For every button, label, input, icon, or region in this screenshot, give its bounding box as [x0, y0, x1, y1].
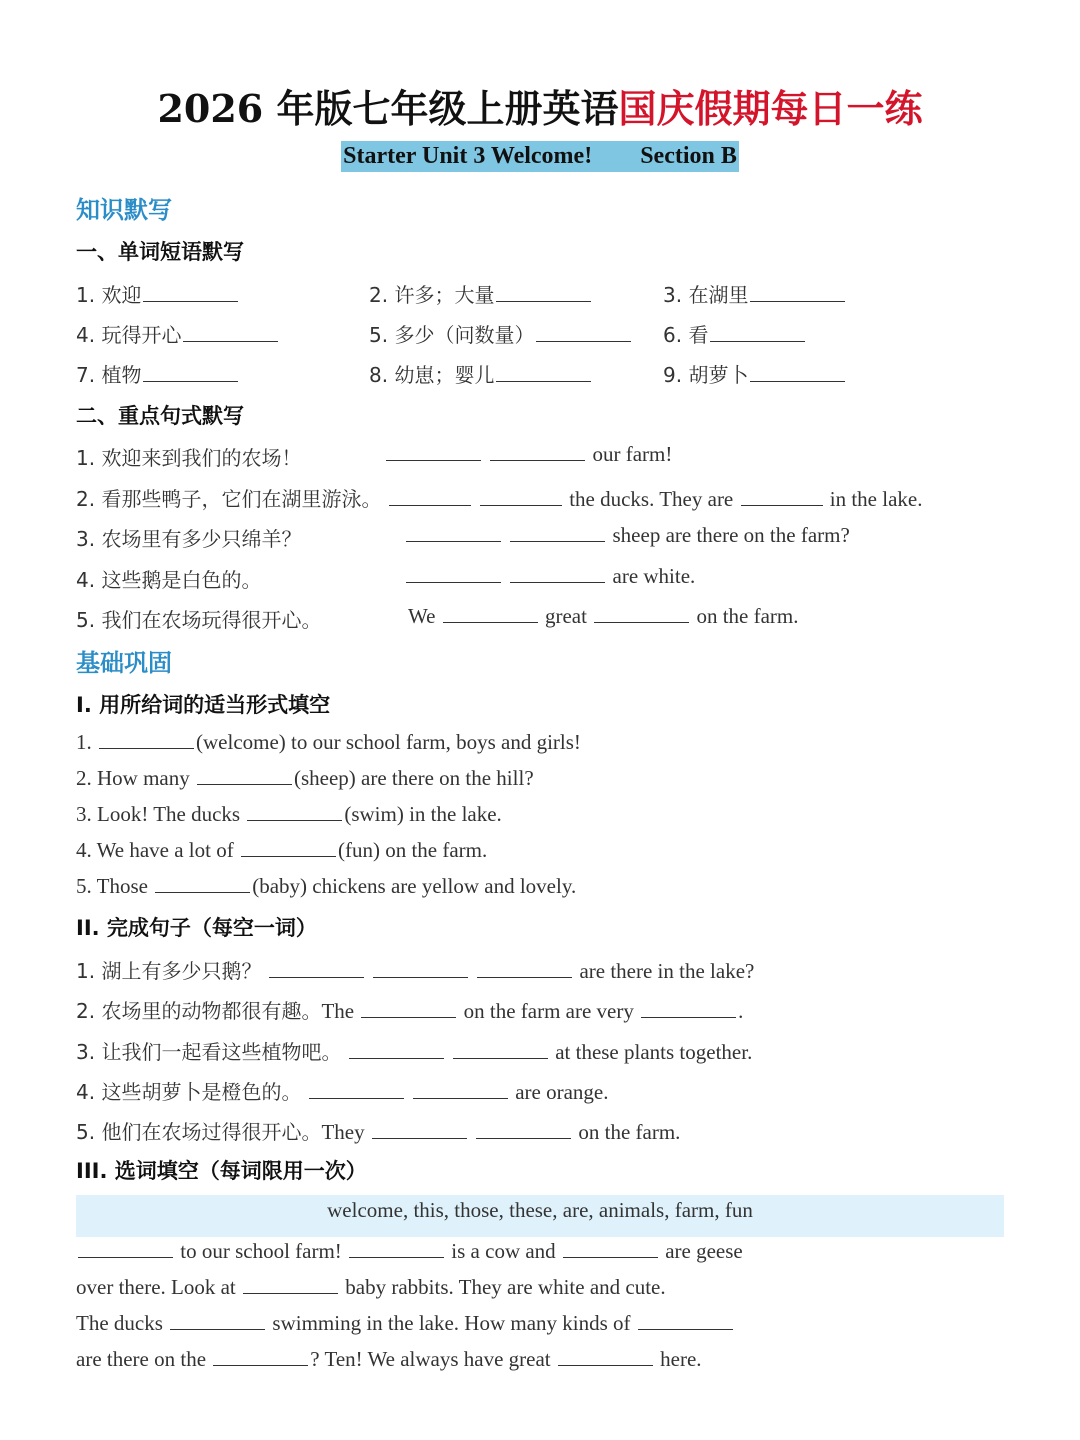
vocab-item: 3. 在湖里 — [663, 279, 847, 308]
vocab-item: 9. 胡萝卜 — [663, 359, 847, 388]
answer-blank[interactable] — [477, 959, 572, 978]
exercise-i-item: 2. How many (sheep) are there on the hill? — [76, 766, 534, 790]
vocab-item: 4. 玩得开心 — [76, 319, 280, 348]
answer-blank[interactable] — [349, 1040, 444, 1059]
answer-blank[interactable] — [741, 487, 823, 506]
subtitle-section: Section B — [640, 143, 737, 169]
answer-blank[interactable] — [453, 1040, 548, 1059]
passage-line: over there. Look at baby rabbits. They are white and cute. — [76, 1275, 666, 1299]
exercise-i-item: 5. Those (baby) chickens are yellow and lovely. — [76, 874, 577, 898]
sentence-item: 4. 这些鹅是白色的。 — [76, 568, 262, 592]
answer-blank[interactable] — [476, 1120, 571, 1139]
answer-blank[interactable] — [170, 1311, 265, 1330]
answer-blank[interactable] — [563, 1239, 658, 1258]
answer-blank[interactable] — [496, 283, 591, 302]
answer-blank[interactable] — [361, 999, 456, 1018]
sentence-answer: sheep are there on the farm? — [404, 523, 850, 548]
passage-line: The ducks swimming in the lake. How many kinds of — [76, 1311, 735, 1336]
sentence-heading: 二、重点句式默写 — [76, 404, 244, 428]
exercise-ii-item: 4. 这些胡萝卜是橙色的。 are orange. — [76, 1080, 609, 1104]
answer-blank[interactable] — [510, 564, 605, 583]
exercise-ii-item: 2. 农场里的动物都很有趣。The on the farm are very . — [76, 999, 744, 1023]
answer-blank[interactable] — [490, 442, 585, 461]
answer-blank[interactable] — [638, 1311, 733, 1330]
title-black: 2026 年版七年级上册英语 — [157, 86, 619, 131]
answer-blank[interactable] — [641, 999, 736, 1018]
subtitle-bar — [0, 141, 1080, 172]
exercise-i-item: 3. Look! The ducks (swim) in the lake. — [76, 802, 502, 826]
sentence-item: 3. 农场里有多少只绵羊？ — [76, 527, 302, 551]
answer-blank[interactable] — [750, 283, 845, 302]
answer-blank[interactable] — [241, 838, 336, 857]
answer-blank[interactable] — [247, 802, 342, 821]
answer-blank[interactable] — [594, 604, 689, 623]
answer-blank[interactable] — [406, 564, 501, 583]
vocab-item: 8. 幼崽；婴儿 — [369, 359, 593, 388]
sentence-answer: We great on the farm. — [408, 604, 799, 628]
answer-blank[interactable] — [480, 487, 562, 506]
passage-line: to our school farm! is a cow and are geese — [76, 1239, 743, 1264]
answer-blank[interactable] — [372, 1120, 467, 1139]
answer-blank[interactable] — [197, 766, 292, 785]
exercise-i-item: 4. We have a lot of (fun) on the farm. — [76, 838, 488, 862]
subtitle — [341, 141, 739, 172]
answer-blank[interactable] — [389, 487, 471, 506]
section-heading-knowledge: 知识默写 — [76, 196, 172, 224]
answer-blank[interactable] — [710, 323, 805, 342]
exercise-ii-heading: II. 完成句子（每空一词） — [76, 916, 317, 940]
sentence-item: 5. 我们在农场玩得很开心。 — [76, 608, 322, 632]
sentence-item: 2. 看那些鸭子，它们在湖里游泳。 the ducks. They are in the lake. — [76, 487, 923, 511]
title-red: 国庆假期每日一练 — [618, 86, 923, 131]
vocab-item: 1. 欢迎 — [76, 279, 240, 308]
page-title — [0, 78, 1080, 133]
subtitle-unit: Starter Unit 3 Welcome! — [343, 143, 593, 169]
answer-blank[interactable] — [536, 323, 631, 342]
vocab-heading: 一、单词短语默写 — [76, 240, 244, 264]
answer-blank[interactable] — [750, 363, 845, 382]
answer-blank[interactable] — [406, 523, 501, 542]
answer-blank[interactable] — [309, 1080, 404, 1099]
exercise-iii-heading: III. 选词填空（每词限用一次） — [76, 1159, 367, 1183]
answer-blank[interactable] — [510, 523, 605, 542]
answer-blank[interactable] — [213, 1347, 308, 1366]
answer-blank[interactable] — [349, 1239, 444, 1258]
sentence-answer: are white. — [404, 564, 695, 589]
vocab-item: 5. 多少（问数量） — [369, 319, 633, 348]
answer-blank[interactable] — [78, 1239, 173, 1258]
vocab-item: 2. 许多；大量 — [369, 279, 593, 308]
sentence-item: 1. 欢迎来到我们的农场！ — [76, 446, 302, 470]
answer-blank[interactable] — [243, 1275, 338, 1294]
answer-blank[interactable] — [558, 1347, 653, 1366]
answer-blank[interactable] — [496, 363, 591, 382]
answer-blank[interactable] — [99, 730, 194, 749]
exercise-ii-item: 1. 湖上有多少只鹅？ are there in the lake? — [76, 959, 755, 983]
answer-blank[interactable] — [183, 323, 278, 342]
answer-blank[interactable] — [155, 874, 250, 893]
word-bank: welcome, this, those, these, are, animals, farm, fun — [76, 1195, 1004, 1237]
answer-blank[interactable] — [143, 363, 238, 382]
exercise-ii-item: 3. 让我们一起看这些植物吧。 at these plants together. — [76, 1040, 753, 1064]
answer-blank[interactable] — [269, 959, 364, 978]
answer-blank[interactable] — [373, 959, 468, 978]
sentence-answer: our farm! — [384, 442, 672, 467]
vocab-item: 6. 看 — [663, 319, 807, 348]
answer-blank[interactable] — [443, 604, 538, 623]
section-heading-basics: 基础巩固 — [76, 649, 172, 677]
exercise-ii-item: 5. 他们在农场过得很开心。They on the farm. — [76, 1120, 681, 1144]
exercise-i-item: 1. (welcome) to our school farm, boys and girls! — [76, 730, 581, 754]
exercise-i-heading: I. 用所给词的适当形式填空 — [76, 693, 331, 717]
answer-blank[interactable] — [413, 1080, 508, 1099]
passage-line: are there on the ? Ten! We always have great here. — [76, 1347, 702, 1371]
answer-blank[interactable] — [143, 283, 238, 302]
answer-blank[interactable] — [386, 442, 481, 461]
vocab-item: 7. 植物 — [76, 359, 240, 388]
